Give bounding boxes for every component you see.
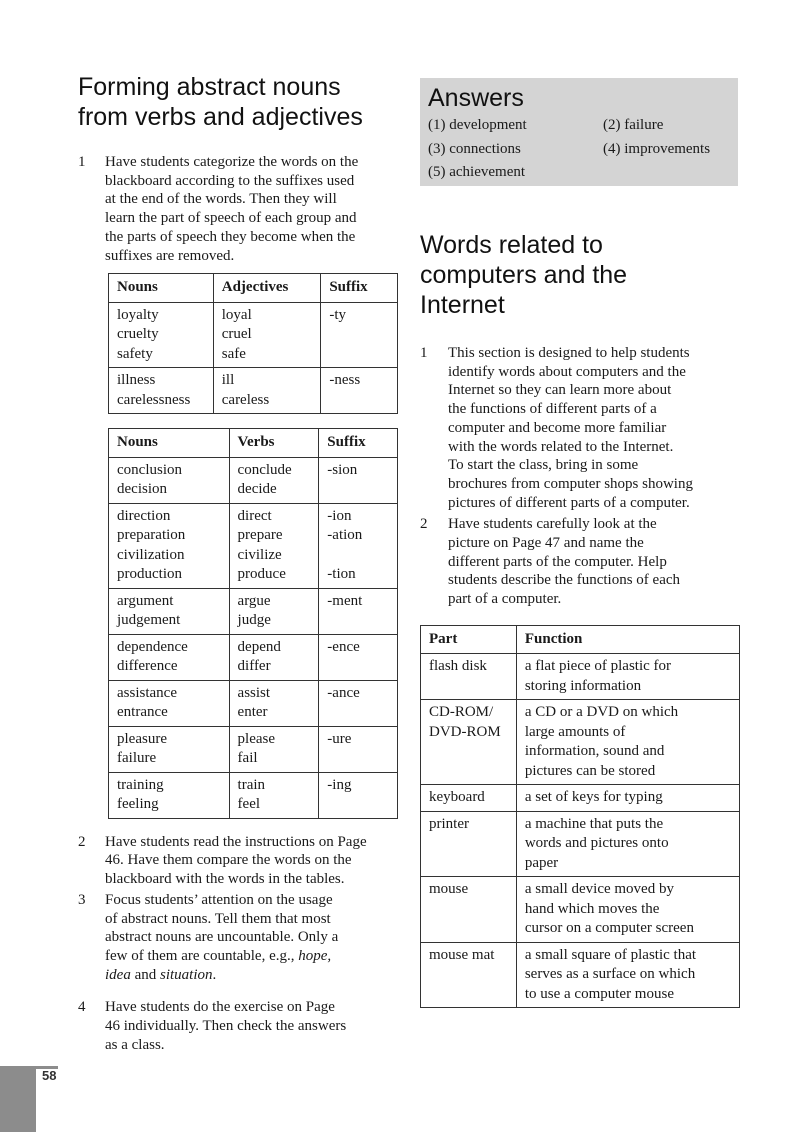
cell-line: assistance xyxy=(117,684,177,701)
table-cell xyxy=(421,654,517,700)
table-cell xyxy=(516,700,739,785)
table-row xyxy=(421,785,740,812)
cell-line: a set of keys for typing xyxy=(524,789,663,806)
column-header: Nouns xyxy=(109,429,230,458)
table-cell xyxy=(516,785,739,812)
table-cell xyxy=(229,772,319,818)
table-cell xyxy=(516,811,739,877)
answers-box xyxy=(420,78,738,186)
cell-line: production xyxy=(117,566,182,583)
cell-line: loyal xyxy=(221,306,252,323)
cell-line: a machine that puts the xyxy=(524,815,664,832)
cell-line: -ty xyxy=(329,306,347,323)
cell-line: preparation xyxy=(117,527,186,544)
cell-line: words and pictures onto xyxy=(524,835,669,852)
step-text: Have students categorize the words on the blackboard according to the suffixes used at the end of the words. Then they will learn the part of speech of each group and the parts of speech they become when the suffixes are removed. xyxy=(105,154,359,264)
table-cell xyxy=(421,811,517,877)
table-cell xyxy=(109,772,230,818)
step-1-computers: 1 This section is designed to help students identify words about computers and the Internet so they can learn more about the functions of different parts of a computer and become more familiar with the words related to the Internet. To start the class, bring in some brochures from computer shops showing pictures of different parts of a computer. xyxy=(420,344,740,512)
cell-line: information, sound and xyxy=(524,743,665,760)
step-text: This section is designed to help students identify words about computers and the Internet so they can learn more about the functions of different parts of a computer and become more familiar with the words related to the Internet. To start the class, bring in some brochures from computer shops showing pictures of different parts of a computer. xyxy=(448,345,693,511)
page-tab xyxy=(0,1068,36,1132)
step-1-instructions: 1 Have students categorize the words on the blackboard according to the suffixes used at the end of the words. Then they will learn the part of speech of each group and the parts of speech they become when the suffixes are removed. xyxy=(78,153,398,265)
cell-line: DVD-ROM xyxy=(429,723,501,740)
cell-line: safety xyxy=(117,345,153,362)
cell-line: loyalty xyxy=(117,306,159,323)
table-row xyxy=(109,772,398,818)
table-cell xyxy=(109,680,230,726)
cell-line: a small device moved by xyxy=(524,881,674,898)
table-cell xyxy=(109,368,214,414)
table-row xyxy=(109,726,398,772)
cell-line: a CD or a DVD on which xyxy=(524,704,679,721)
cell-line xyxy=(327,546,389,566)
cell-line: hand which moves the xyxy=(524,900,660,917)
step-text: Have students do the exercise on Page 46 individually. Then check the answers as a class. xyxy=(105,999,347,1053)
cell-line: feeling xyxy=(117,796,159,813)
step-text: Have students carefully look at the picture on Page 47 and name the different parts of the computer. Help students describe the functions of each part of a computer. xyxy=(448,516,681,608)
cell-line: enter xyxy=(237,704,268,721)
table-cell xyxy=(319,680,398,726)
cell-line: -ure xyxy=(327,730,352,747)
table-cell xyxy=(321,368,398,414)
cell-line: cruelty xyxy=(117,326,159,343)
cell-line: judgement xyxy=(117,612,181,629)
cell-line: argument xyxy=(117,592,174,609)
cell-line: ill xyxy=(221,372,235,389)
cell-line: a flat piece of plastic for xyxy=(524,658,672,675)
cell-line: illness xyxy=(117,372,156,389)
answer-item: (1) development xyxy=(428,117,527,133)
cell-line: difference xyxy=(117,658,178,675)
table-cell xyxy=(421,785,517,812)
cell-line: civilize xyxy=(237,546,282,563)
cell-line: -ment xyxy=(327,592,363,609)
cell-line: conclude xyxy=(237,461,292,478)
cell-line: cursor on a computer screen xyxy=(524,920,694,937)
section-title-computers: Words related to computers and the Internet xyxy=(420,231,628,319)
column-header: Adjectives xyxy=(213,274,321,303)
table-cell xyxy=(319,726,398,772)
column-header: Nouns xyxy=(109,274,214,303)
cell-line: -ation xyxy=(327,527,363,544)
table-row xyxy=(109,368,398,414)
table-row xyxy=(109,634,398,680)
cell-line: please xyxy=(237,730,276,747)
step-4-instructions: 4 Have students do the exercise on Page 46 individually. Then check the answers as a class. xyxy=(78,998,398,1054)
table-row xyxy=(109,680,398,726)
cell-line: produce xyxy=(237,566,286,583)
cell-line: -ness xyxy=(329,372,361,389)
column-header: Part xyxy=(421,625,517,654)
example-idea: idea xyxy=(105,966,131,983)
table-cell xyxy=(229,457,319,503)
table-cell xyxy=(421,877,517,943)
cell-line: fail xyxy=(237,750,258,767)
table-cell xyxy=(421,700,517,785)
table-cell xyxy=(109,588,230,634)
step-text: Focus students’ attention on the usage of abstract nouns. Tell them that most abstract nouns are uncountable. Only a few of them are countable, e.g., hope, idea and situation. xyxy=(105,891,339,983)
answer-item: (3) connections xyxy=(428,140,521,157)
column-header: Suffix xyxy=(321,274,398,303)
table-row xyxy=(421,942,740,1008)
table-row xyxy=(109,457,398,503)
table-cell xyxy=(213,302,321,368)
table-cell xyxy=(213,368,321,414)
cell-line: to use a computer mouse xyxy=(524,985,674,1002)
step-2-computers: 2 Have students carefully look at the picture on Page 47 and name the different parts of the computer. Help students describe the functions of each part of a computer. xyxy=(420,515,740,609)
cell-line: conclusion xyxy=(117,461,182,478)
example-hope: hope, xyxy=(298,947,332,964)
nouns-adjectives-table xyxy=(108,273,398,414)
cell-line: cruel xyxy=(221,326,252,343)
table-row xyxy=(421,811,740,877)
answers-list xyxy=(428,114,730,185)
column-header: Function xyxy=(516,625,739,654)
answers-title: Answers xyxy=(428,84,524,112)
step-2-instructions: 2 Have students read the instructions on Page 46. Have them compare the words on the blackboard with the words in the tables. xyxy=(78,833,398,889)
cell-line: a small square of plastic that xyxy=(524,946,697,963)
cell-line: large amounts of xyxy=(524,723,626,740)
computer-parts-table xyxy=(420,625,740,1009)
nouns-verbs-table xyxy=(108,428,398,819)
table-cell xyxy=(516,877,739,943)
table-cell xyxy=(319,588,398,634)
section-title-abstract-nouns: Forming abstract nouns from verbs and adjectives xyxy=(78,73,363,131)
cell-line: -ion xyxy=(327,507,352,524)
cell-line: CD-ROM/ xyxy=(429,704,494,721)
table-cell xyxy=(321,302,398,368)
table-cell xyxy=(109,634,230,680)
cell-line: mouse mat xyxy=(429,946,495,963)
table-cell xyxy=(229,588,319,634)
cell-line: train xyxy=(237,776,266,793)
cell-line: decide xyxy=(237,481,277,498)
cell-line: flash disk xyxy=(429,658,487,675)
step-text: Have students read the instructions on Page 46. Have them compare the words on the blackboard with the words in the tables. xyxy=(105,833,367,888)
table-cell xyxy=(109,457,230,503)
table-row xyxy=(109,302,398,368)
table-cell xyxy=(229,726,319,772)
table-cell xyxy=(229,634,319,680)
cell-line: -ence xyxy=(327,638,360,655)
answer-item: (2) failure xyxy=(603,117,664,133)
cell-line: paper xyxy=(524,854,559,871)
table-cell xyxy=(319,503,398,588)
right-column xyxy=(420,78,740,1008)
cell-line: civilization xyxy=(117,546,185,563)
cell-line: direct xyxy=(237,507,272,524)
cell-line: printer xyxy=(429,815,469,832)
page-number: 58 xyxy=(42,1068,57,1083)
cell-line: safe xyxy=(221,345,246,362)
cell-line: -sion xyxy=(327,461,358,478)
table-cell xyxy=(319,457,398,503)
table-row xyxy=(421,877,740,943)
cell-line: mouse xyxy=(429,881,469,898)
table-cell xyxy=(229,680,319,726)
answer-item: (5) achievement xyxy=(428,164,526,180)
table-cell xyxy=(516,942,739,1008)
cell-line: judge xyxy=(237,612,271,629)
cell-line: careless xyxy=(221,391,270,408)
cell-line: storing information xyxy=(524,677,642,694)
answer-item: (4) improvements xyxy=(603,140,711,157)
cell-line: -ing xyxy=(327,776,352,793)
column-header: Verbs xyxy=(229,429,319,458)
table-cell xyxy=(516,654,739,700)
table-row xyxy=(109,588,398,634)
cell-line: prepare xyxy=(237,527,283,544)
step-3-instructions: 3 Focus students’ attention on the usage of abstract nouns. Tell them that most abstract nouns are uncountable. Only a few of them are countable, e.g., hope, idea and situation. xyxy=(78,891,398,985)
example-situation: situation xyxy=(160,966,213,983)
cell-line: carelessness xyxy=(117,391,191,408)
table-cell xyxy=(319,634,398,680)
cell-line: assist xyxy=(237,684,271,701)
table-cell xyxy=(421,942,517,1008)
cell-line: direction xyxy=(117,507,171,524)
table-row xyxy=(421,654,740,700)
cell-line: serves as a surface on which xyxy=(524,966,696,983)
cell-line: failure xyxy=(117,750,157,767)
table-cell xyxy=(109,726,230,772)
cell-line: -ance xyxy=(327,684,360,701)
cell-line: decision xyxy=(117,481,167,498)
cell-line: training xyxy=(117,776,164,793)
table-row xyxy=(109,503,398,588)
cell-line: pictures can be stored xyxy=(524,762,656,779)
cell-line: feel xyxy=(237,796,261,813)
table-cell xyxy=(319,772,398,818)
cell-line: argue xyxy=(237,592,271,609)
table-cell xyxy=(109,503,230,588)
table-cell xyxy=(229,503,319,588)
cell-line: entrance xyxy=(117,704,168,721)
table-cell xyxy=(109,302,214,368)
column-header: Suffix xyxy=(319,429,398,458)
cell-line: pleasure xyxy=(117,730,167,747)
cell-line: depend xyxy=(237,638,281,655)
table-row xyxy=(421,700,740,785)
cell-line: differ xyxy=(237,658,271,675)
cell-line: -tion xyxy=(327,566,356,583)
cell-line: dependence xyxy=(117,638,188,655)
left-column xyxy=(78,72,398,1054)
cell-line: keyboard xyxy=(429,789,485,806)
